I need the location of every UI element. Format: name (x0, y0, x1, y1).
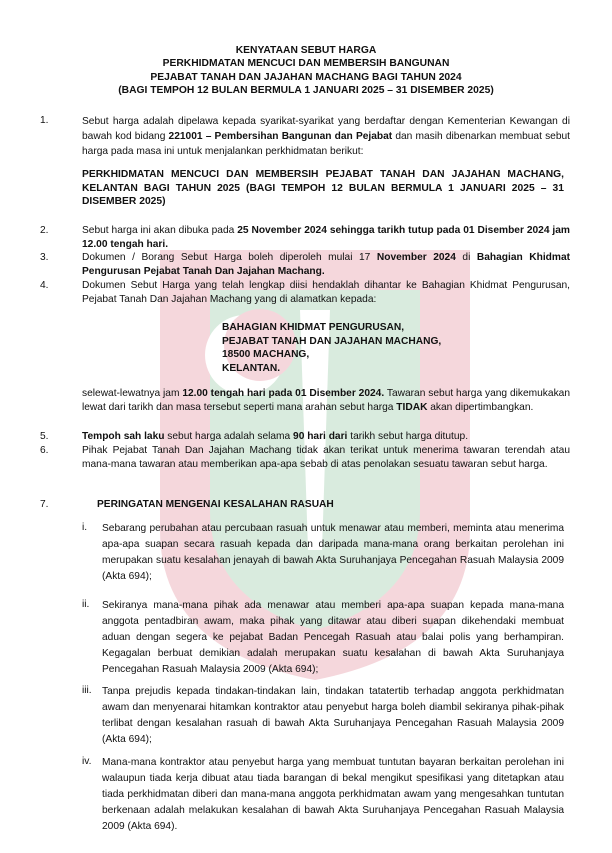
item-text: Sebut harga ini akan dibuka pada (82, 225, 238, 236)
item-text: Dokumen Sebut Harga yang telah lengkap diisi hendaklah dihantar ke Bahagian Khidmat Pengurusan, Pejabat Tanah Dan Jajahan Machang yang di alamatkan kepada: (82, 280, 570, 305)
item-bold-text: TIDAK (396, 401, 428, 413)
item-number: 3. (40, 252, 49, 263)
item-text: sebut harga adalah selama (164, 431, 294, 442)
item-5 (40, 430, 570, 444)
item-2 (40, 224, 570, 251)
item-number: 4. (40, 280, 49, 291)
rasuah-text: Sekiranya mana-mana pihak ada menawar atau memberi apa-apa suapan kepada mana-mana anggota pentadbiran awam, maka pihak yang ditawar atau diberi suapan dikehendaki membuat aduan dengan segera ke pejabat Badan Pencegah Rasuah atau balai polis yang berhampiran. Kegagalan berbuat demikian adalah merupakan suatu kesalahan di bawah Akta Suruhanjaya Pencegahan Rasuah Malaysia 2009 (Akta 694); (102, 600, 564, 675)
roman-numeral: iv. (82, 756, 92, 767)
item-bold-text: 12.00 tengah hari pada 01 Disember 2024. (182, 388, 385, 399)
item-6 (40, 444, 570, 471)
rasuah-item-2 (82, 598, 564, 678)
header-line-3: PEJABAT TANAH DAN JAJAHAN MACHANG BAGI TAHUN 2024 (150, 71, 462, 83)
item-text: tarikh sebut harga ditutup. (347, 431, 469, 442)
header-line-2: PERKHIDMATAN MENCUCI DAN MEMBERSIH BANGUNAN (162, 58, 450, 70)
rasuah-text: Tanpa prejudis kepada tindakan-tindakan lain, tindakan tatatertib terhadap anggota perkhidmatan awam dan menyenarai hitamkan kontraktor atau penyebut harga boleh diambil sekiranya pihak-pihak terlibat dengan kesalahan rasuah di bawah Akta Suruhanjaya Pencegahan Rasuah Malaysia 2009 (Akta 694); (102, 686, 564, 745)
document-header (60, 44, 552, 97)
rasuah-text: Sebarang perubahan atau percubaan rasuah untuk menawar atau memberi, meminta atau menerima apa-apa suapan secara rasuah kepada dan daripada mana-mana orang berkaitan perolehan ini merupakan suatu kesalahan jenayah di bawah Akta Suruhanjaya Pencegahan Rasuah Malaysia 2009 (Akta 694); (102, 523, 564, 582)
item-bold-text: 25 November 2024 sehingga tarikh tutup pada 01 Disember 2024 jam 12.00 tengah hari. (82, 225, 570, 250)
item-number: 2. (40, 225, 49, 236)
service-title: PERKHIDMATAN MENCUCI DAN MEMBERSIH PEJABAT TANAH DAN JAJAHAN MACHANG, KELANTAN BAGI TAHUN 2025 (BAGI TEMPOH 12 BULAN BERMULA 1 JANUARI 2025 – 31 DISEMBER 2025) (82, 169, 564, 208)
section-title-rasuah: PERINGATAN MENGENAI KESALAHAN RASUAH (97, 499, 334, 510)
address-line: KELANTAN. (222, 362, 281, 374)
address-block (222, 321, 441, 375)
item-number: 5. (40, 431, 49, 442)
roman-numeral: iii. (82, 685, 92, 696)
item-bold-text: Tempoh sah laku (82, 431, 165, 442)
header-line-4: (BAGI TEMPOH 12 BULAN BERMULA 1 JANUARI 2025 – 31 DISEMBER 2025) (118, 84, 494, 96)
item-text: Pihak Pejabat Tanah Dan Jajahan Machang tidak akan terikat untuk menerima tawaran terendah atau mana-mana tawaran atau memberikan apa-apa sebab di atas penolakan sesuatu tawaran sebut harga. (82, 445, 570, 470)
address-line: BAHAGIAN KHIDMAT PENGURUSAN, (222, 322, 405, 333)
item-number: 6. (40, 445, 49, 456)
item-text: Tawaran sebut harga yang dikemukakan lewat dari tarikh dan masa tersebut seperti mana arahan sebut harga (82, 388, 570, 413)
address-line: 18500 MACHANG, (222, 349, 310, 361)
roman-numeral: ii. (82, 599, 90, 610)
item-1 (40, 114, 570, 159)
item-text: Sebut harga adalah dipelawa kepada syarikat-syarikat yang berdaftar dengan Kementerian Kewangan di bawah kod bidang (82, 116, 570, 142)
header-title: KENYATAAN SEBUT HARGA (235, 45, 377, 56)
item-bold-text: 90 hari dari (293, 431, 348, 442)
item-text: Dokumen / Borang Sebut Harga boleh diperoleh mulai 17 (82, 252, 377, 263)
rasuah-item-3 (82, 684, 564, 748)
item-number: 1. (40, 115, 49, 126)
item-number: 7. (40, 499, 49, 510)
roman-numeral: i. (82, 522, 88, 533)
item-3 (40, 251, 570, 278)
item-text: dan masih dibenarkan membuat sebut harga pada masa ini untuk menjalankan perkhidmatan berikut: (82, 131, 570, 157)
item-4-continued (40, 387, 570, 414)
item-text: akan dipertimbangkan. (427, 401, 534, 413)
rasuah-text: Mana-mana kontraktor atau penyebut harga yang membuat tuntutan bayaran berkaitan perolehan ini walaupun tiada kerja dibuat atau tiada barangan di bekal mengikut spesifikasi yang ditetapkan atau tiada perkhidmatan diberi dan mana-mana anggota perkhidmatan awam yang mengesahkan tuntutan berkenaan adalah melakukan kesalahan di bawah Akta Suruhanjaya Pencegahan Rasuah Malaysia 2009 (Akta 694). (102, 757, 564, 832)
rasuah-item-1 (82, 521, 564, 585)
item-4 (40, 279, 570, 306)
item-text: selewat-lewatnya jam (82, 388, 183, 399)
item-bold-text: November 2024 (376, 252, 456, 263)
item-bold-text: Bahagian Khidmat Pengurusan Pejabat Tanah Dan Jajahan Machang. (82, 252, 571, 277)
item-text: di (455, 252, 477, 263)
item-bold-text: 221001 – Pembersihan Bangunan dan Pejabat (168, 131, 393, 142)
address-line: PEJABAT TANAH DAN JAJAHAN MACHANG, (222, 335, 442, 347)
rasuah-item-4 (82, 755, 564, 835)
